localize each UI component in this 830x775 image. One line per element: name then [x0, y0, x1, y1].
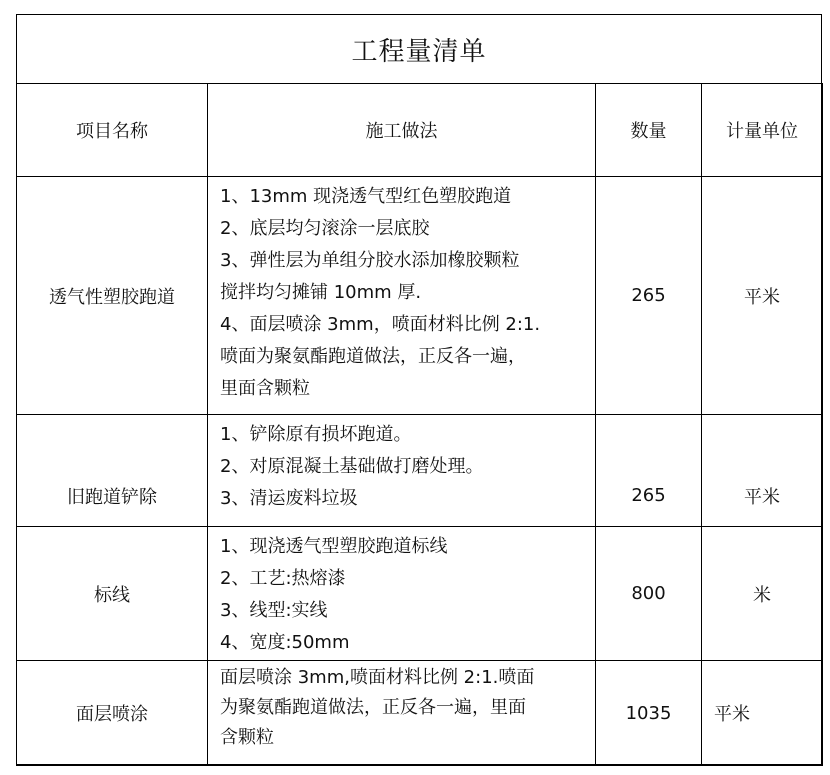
item-name: 标线 — [17, 527, 208, 661]
table-header-row — [17, 84, 823, 177]
method-line: 4、宽度:50mm — [220, 632, 350, 653]
item-name: 旧跑道铲除 — [17, 415, 208, 527]
item-quantity: 800 — [596, 527, 702, 661]
method-line: 4、面层喷涂 3mm，喷面材料比例 2:1. — [220, 314, 541, 335]
method-line: 2、底层均匀滚涂一层底胶 — [220, 218, 430, 239]
method-line: 为聚氨酯跑道做法，正反各一遍，里面 — [220, 697, 526, 718]
method-line: 喷面为聚氨酯跑道做法，正反各一遍， — [220, 346, 526, 367]
table-row — [17, 661, 823, 766]
table-row — [17, 527, 823, 661]
item-method — [208, 415, 596, 527]
header-unit: 计量单位 — [702, 84, 823, 177]
method-line: 搅拌均匀摊铺 10mm 厚. — [220, 282, 422, 303]
item-name: 面层喷涂 — [17, 661, 208, 766]
item-name: 透气性塑胶跑道 — [17, 177, 208, 415]
table-row — [17, 415, 823, 527]
method-line: 里面含颗粒 — [220, 378, 310, 399]
method-line: 1、现浇透气型塑胶跑道标线 — [220, 536, 448, 557]
quantities-table — [16, 83, 823, 766]
item-method — [208, 661, 596, 766]
item-quantity: 1035 — [596, 661, 702, 766]
method-line: 面层喷涂 3mm,喷面材料比例 2:1.喷面 — [220, 667, 535, 688]
item-unit: 平米 — [702, 415, 823, 527]
item-quantity: 265 — [596, 415, 702, 527]
item-unit: 平米 — [702, 177, 823, 415]
header-item-name: 项目名称 — [17, 84, 208, 177]
item-quantity: 265 — [596, 177, 702, 415]
method-line: 1、13mm 现浇透气型红色塑胶跑道 — [220, 186, 512, 207]
method-line: 3、清运废料垃圾 — [220, 488, 358, 509]
method-line: 2、工艺:热熔漆 — [220, 568, 346, 589]
method-line: 1、铲除原有损坏跑道。 — [220, 424, 412, 445]
item-method — [208, 527, 596, 661]
bill-of-quantities-sheet — [16, 14, 822, 765]
table-row — [17, 177, 823, 415]
item-unit: 米 — [702, 527, 823, 661]
page-title: 工程量清单 — [17, 15, 821, 84]
header-method: 施工做法 — [208, 84, 596, 177]
method-line: 含颗粒 — [220, 727, 274, 748]
method-line: 3、弹性层为单组分胶水添加橡胶颗粒 — [220, 250, 520, 271]
header-quantity: 数量 — [596, 84, 702, 177]
method-line: 2、对原混凝土基础做打磨处理。 — [220, 456, 484, 477]
method-line: 3、线型:实线 — [220, 600, 328, 621]
item-unit: 平米 — [702, 661, 823, 766]
item-method — [208, 177, 596, 415]
